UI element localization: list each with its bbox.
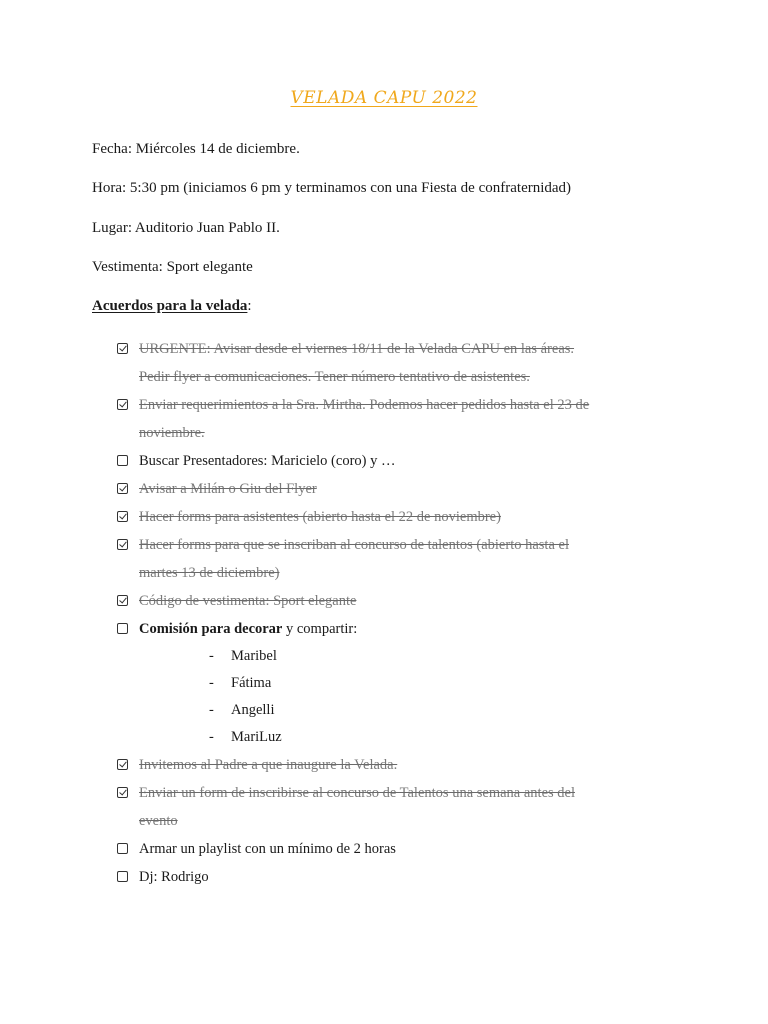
committee-member-name: Angelli bbox=[231, 702, 275, 718]
committee-member bbox=[117, 670, 677, 697]
checklist-item bbox=[117, 751, 677, 779]
checklist-item-line: URGENTE: Avisar desde el viernes 18/11 de la Velada CAPU en las áreas. bbox=[139, 341, 575, 357]
checked-checkbox-icon[interactable] bbox=[117, 511, 128, 522]
checklist-item-line: Hacer forms para asistentes (abierto hasta el 22 de noviembre) bbox=[139, 509, 501, 525]
checklist-item-text bbox=[139, 397, 589, 441]
checklist-item-text bbox=[139, 509, 501, 525]
checked-checkbox-icon[interactable] bbox=[117, 399, 128, 410]
committee-member-name: Fátima bbox=[231, 675, 272, 691]
unchecked-checkbox-icon[interactable] bbox=[117, 843, 128, 854]
checklist-item bbox=[117, 587, 677, 615]
checked-checkbox-icon[interactable] bbox=[117, 343, 128, 354]
checklist-item-line: Hacer forms para que se inscriban al concurso de talentos (abierto hasta el bbox=[139, 537, 569, 553]
checklist-item bbox=[117, 863, 677, 891]
checklist-item-text bbox=[139, 869, 209, 885]
checklist-item-text bbox=[139, 341, 574, 385]
checklist-item-line: Dj: Rodrigo bbox=[139, 869, 209, 885]
checklist-item-text bbox=[139, 593, 356, 609]
checklist-item-line: Buscar Presentadores: Maricielo (coro) y … bbox=[139, 453, 396, 469]
checklist-item-line: Código de vestimenta: Sport elegante bbox=[139, 593, 357, 609]
checklist-item bbox=[117, 503, 677, 531]
checklist-item-text bbox=[139, 481, 317, 497]
checklist-item bbox=[117, 531, 677, 587]
committee-member bbox=[117, 697, 677, 724]
checklist-item bbox=[117, 391, 677, 447]
checked-checkbox-icon[interactable] bbox=[117, 483, 128, 494]
unchecked-checkbox-icon[interactable] bbox=[117, 871, 128, 882]
checked-checkbox-icon[interactable] bbox=[117, 595, 128, 606]
checklist-item bbox=[117, 835, 677, 863]
checklist-item bbox=[117, 475, 677, 503]
info-place: Lugar: Auditorio Juan Pablo II. bbox=[92, 220, 280, 236]
checklist-item-line: Invitemos al Padre a que inaugure la Velada. bbox=[139, 757, 398, 773]
checklist-item-line: Enviar un form de inscribirse al concurso de Talentos una semana antes del bbox=[139, 785, 575, 801]
checklist-item bbox=[117, 447, 677, 475]
title-text: VELADA CAPU 2022 bbox=[290, 88, 478, 108]
checked-checkbox-icon[interactable] bbox=[117, 759, 128, 770]
section-heading bbox=[92, 296, 252, 316]
checklist-item-line: Enviar requerimientos a la Sra. Mirtha. Podemos hacer pedidos hasta el 23 de bbox=[139, 397, 590, 413]
committee-member-name: Maribel bbox=[231, 648, 277, 664]
checklist-item-line: Pedir flyer a comunicaciones. Tener número tentativo de asistentes. bbox=[139, 369, 530, 385]
checklist-item-text bbox=[139, 785, 575, 829]
checklist-item bbox=[117, 615, 677, 643]
checked-checkbox-icon[interactable] bbox=[117, 787, 128, 798]
checklist-item-line: Armar un playlist con un mínimo de 2 horas bbox=[139, 841, 396, 857]
checklist bbox=[117, 335, 677, 891]
checklist-item-line: evento bbox=[139, 813, 178, 829]
dash-bullet: - bbox=[209, 648, 214, 664]
unchecked-checkbox-icon[interactable] bbox=[117, 455, 128, 466]
checklist-item-text bbox=[139, 841, 396, 857]
checklist-item-text bbox=[139, 453, 395, 469]
checklist-item bbox=[117, 779, 677, 835]
dash-bullet: - bbox=[209, 729, 214, 745]
checklist-item-text bbox=[139, 537, 569, 581]
info-dress-code: Vestimenta: Sport elegante bbox=[92, 259, 253, 275]
info-time: Hora: 5:30 pm (iniciamos 6 pm y terminamos con una Fiesta de confraternidad) bbox=[92, 180, 572, 196]
section-heading-colon: : bbox=[247, 298, 252, 314]
checklist-item bbox=[117, 335, 677, 391]
info-date: Fecha: Miércoles 14 de diciembre. bbox=[92, 141, 300, 157]
document-title bbox=[0, 88, 768, 108]
committee-member bbox=[117, 724, 677, 751]
committee-member bbox=[117, 643, 677, 670]
checklist-item-line: noviembre. bbox=[139, 425, 205, 441]
checklist-item-text bbox=[139, 621, 357, 637]
checklist-item-bold-text: Comisión para decorar bbox=[139, 621, 283, 637]
dash-bullet: - bbox=[209, 702, 214, 718]
checklist-item-line: martes 13 de diciembre) bbox=[139, 565, 280, 581]
checklist-item-text bbox=[139, 757, 397, 773]
checklist-item-line: Avisar a Milán o Giu del Flyer bbox=[139, 481, 317, 497]
checked-checkbox-icon[interactable] bbox=[117, 539, 128, 550]
dash-bullet: - bbox=[209, 675, 214, 691]
decoration-committee-list bbox=[117, 643, 677, 751]
section-heading-text: Acuerdos para la velada bbox=[92, 298, 248, 314]
unchecked-checkbox-icon[interactable] bbox=[117, 623, 128, 634]
checklist-item-line: y compartir: bbox=[282, 621, 358, 637]
committee-member-name: MariLuz bbox=[231, 729, 282, 745]
